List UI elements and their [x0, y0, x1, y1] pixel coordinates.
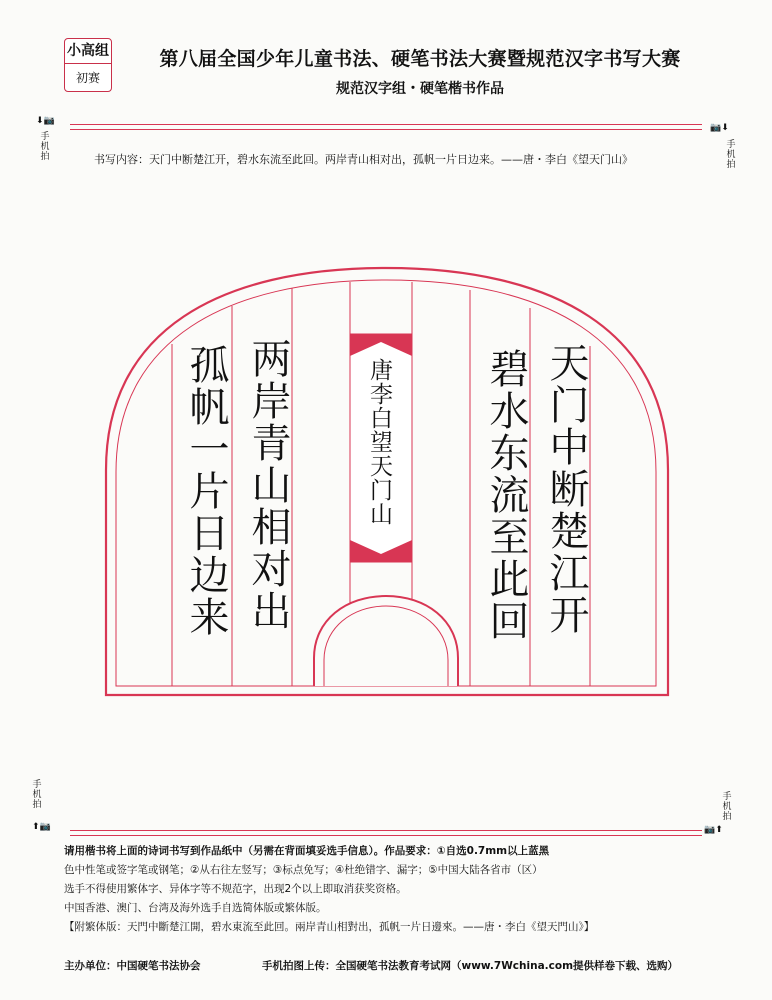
- instructions-line-5: 【附繁体版：天門中斷楚江開，碧水東流至此回。兩岸青山相對出，孤帆一片日邊來。——唐・李白《望天門山》】: [64, 921, 595, 933]
- phone-shoot-mark-right-bottom: 手机拍: [722, 792, 732, 822]
- instructions-line-4: 中国香港、澳门、台湾及海外选手自选简体版或繁体版。: [64, 902, 327, 914]
- page-title: 第八届全国少年儿童书法、硬笔书法大赛暨规范汉字书写大赛: [159, 48, 681, 70]
- poem-column-4: 孤帆一片日边来: [183, 344, 229, 638]
- signature-column: 唐李白望天门山: [366, 358, 392, 526]
- poem-column-2: 碧水东流至此回: [483, 348, 529, 642]
- instructions-line-1: 请用楷书将上面的诗词书写到作品纸中（另需在背面填妥选手信息）。作品要求：①自选0.7mm以上蓝黑: [64, 845, 550, 857]
- writing-content-line: 书写内容：天门中断楚江开，碧水东流至此回。两岸青山相对出，孤帆一片日边来。——唐・李白《望天门山》: [94, 153, 633, 166]
- bottom-arch: [314, 596, 458, 686]
- phone-shoot-mark-left-bottom: 手机拍: [32, 780, 42, 810]
- organizer-text: 主办单位：中国硬笔书法协会: [64, 960, 201, 972]
- phone-shoot-mark-right: 手机拍: [726, 140, 736, 170]
- upload-info-text: 手机拍图上传：全国硬笔书法教育考试网（www.7Wchina.com提供样卷下载、选购）: [262, 960, 679, 972]
- bottom-rule-inner: [70, 835, 702, 836]
- poem-column-3: 两岸青山相对出: [245, 338, 291, 632]
- camera-icon: ⬇📷: [36, 116, 55, 126]
- camera-icon: 📷⬇: [710, 123, 729, 133]
- camera-icon: ⬆📷: [32, 822, 51, 832]
- round-label: 初赛: [75, 71, 100, 85]
- phone-shoot-mark-left: 手机拍: [40, 132, 50, 162]
- camera-icon: 📷⬆: [704, 825, 723, 835]
- poem-column-1: 天门中断楚江开: [543, 342, 589, 636]
- page-subtitle: 规范汉字组・硬笔楷书作品: [336, 81, 504, 97]
- instructions-line-3: 选手不得使用繁体字、异体字等不规范字，出现2个以上即取消获奖资格。: [64, 883, 407, 895]
- instructions-line-2: 色中性笔或签字笔或钢笔；②从右往左竖写；③标点免写；④杜绝错字、漏字；⑤中国大陆各省市（区）: [64, 864, 543, 876]
- group-label: 小高组: [65, 39, 111, 64]
- bottom-rule: [70, 830, 702, 831]
